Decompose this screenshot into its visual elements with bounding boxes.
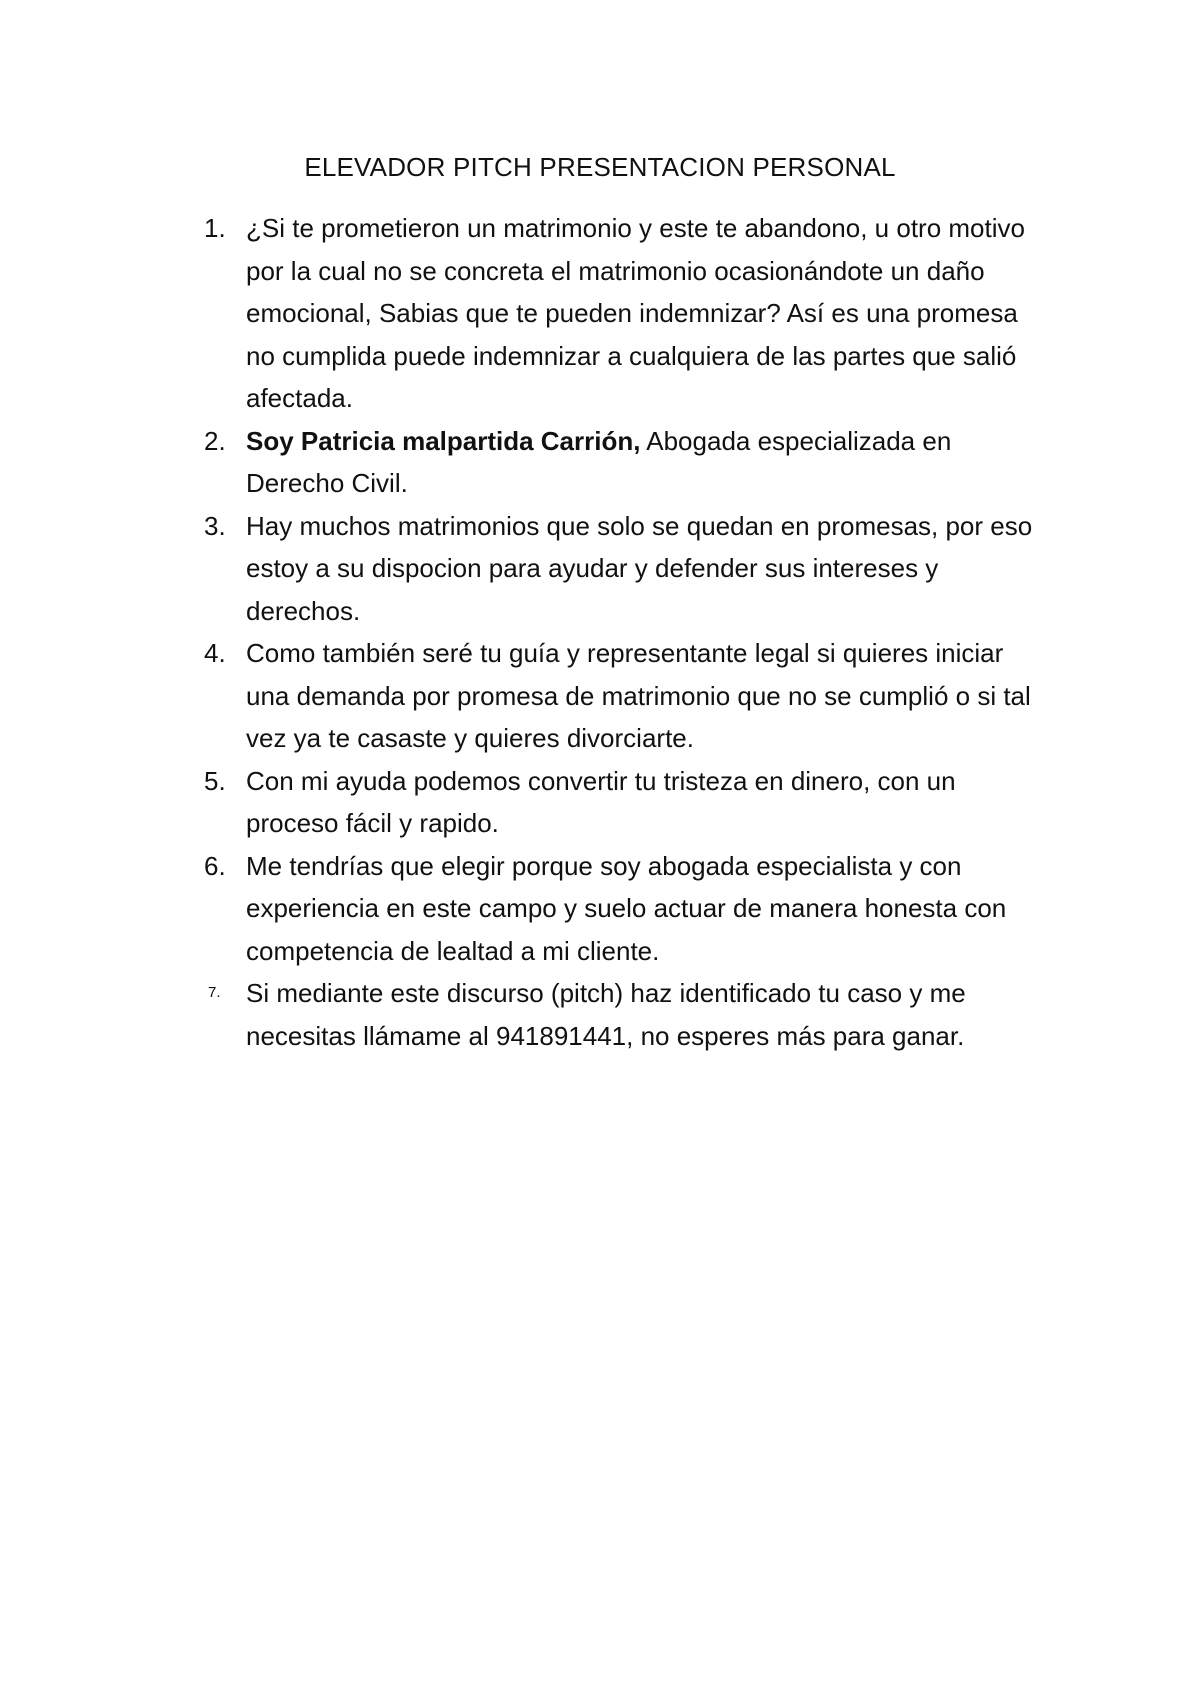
- list-item: [204, 420, 1036, 505]
- list-item-number: 1.: [204, 213, 226, 243]
- document-title: ELEVADOR PITCH PRESENTACION PERSONAL: [304, 152, 896, 182]
- list-item: [204, 632, 1036, 760]
- list-item-number: 7.: [208, 984, 221, 1001]
- list-item-text: Como también seré tu guía y representante legal si quieres iniciar una demanda por promesa de matrimonio que no se cumplió o si tal vez ya te casaste y quieres divorciarte.: [246, 638, 1031, 753]
- list-item-text: Con mi ayuda podemos convertir tu tristeza en dinero, con un proceso fácil y rapido.: [246, 765, 956, 838]
- list-item: [204, 760, 1036, 845]
- list-item-text: Abogada especializada en Derecho Civil.: [246, 425, 952, 498]
- list-item: [204, 207, 1036, 420]
- list-item-number: 5.: [204, 765, 226, 796]
- list-item-text: Hay muchos matrimonios que solo se quedan en promesas, por eso estoy a su dispocion para ayudar y defender sus intereses y derechos.: [246, 510, 1033, 626]
- list-item-number: 2.: [204, 425, 226, 456]
- list-item: [208, 972, 1036, 1057]
- list-item: [204, 505, 1036, 633]
- list-item-bold-text: Soy Patricia malpartida Carrión,: [246, 425, 641, 456]
- list-item-text: Si mediante este discurso (pitch) haz identificado tu caso y me necesitas llámame al 941891441, no esperes más para ganar.: [246, 978, 966, 1051]
- pitch-list: [204, 207, 1036, 1057]
- list-item-number: 6.: [204, 850, 226, 881]
- list-item-number: 4.: [204, 638, 226, 668]
- list-item-number: 3.: [204, 510, 226, 541]
- list-item-text: Me tendrías que elegir porque soy abogada especialista y con experiencia en este campo y suelo actuar de manera honesta con competencia de lealtad a mi cliente.: [246, 850, 1007, 966]
- list-item-text: ¿Si te prometieron un matrimonio y este te abandono, u otro motivo por la cual no se concreta el matrimonio ocasionándote un daño emocional, Sabias que te pueden indemnizar? Así es una promesa no cumplida puede indemnizar a cualquiera de las partes que salió afectada.: [246, 213, 1025, 413]
- list-item: [204, 845, 1036, 973]
